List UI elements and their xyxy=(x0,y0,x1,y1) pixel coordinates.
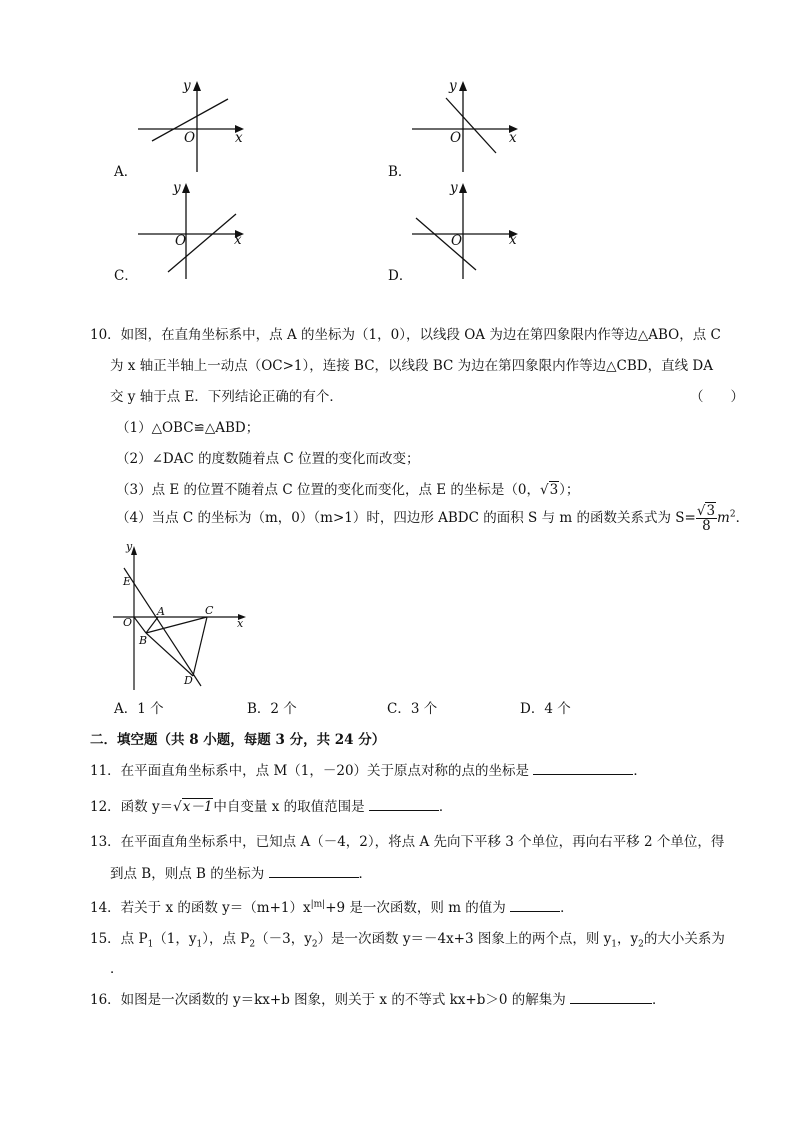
q10-s4-text: （4）当点 C 的坐标为（m，0）（m>1）时，四边形 ABDC 的面积 S 与 m 的函数关系式为 S= xyxy=(116,510,696,526)
graph-d-x-label: x xyxy=(509,232,517,248)
q10-s3-close: ）； xyxy=(559,482,580,498)
q10-choice-a[interactable]: A．1 个 xyxy=(114,701,164,717)
q15-trailing-period: ． xyxy=(110,961,124,977)
q16-period: ． xyxy=(652,992,666,1008)
q14-answer-blank[interactable] xyxy=(510,897,560,912)
graph-d-y-label: y xyxy=(450,180,458,196)
q10-fig-e: E xyxy=(123,575,132,588)
q10-choice-c[interactable]: C．3 个 xyxy=(387,701,438,717)
graph-c-y-label: y xyxy=(173,180,181,196)
section2-heading: 二．填空题（共 8 小题，每题 3 分，共 24 分） xyxy=(90,732,386,748)
q10-s4-m: m xyxy=(717,510,730,526)
q10-s3-radicand: 3 xyxy=(549,482,559,498)
q14-text-b: +9 是一次函数，则 m 的值为 xyxy=(325,900,506,916)
q15 xyxy=(90,927,725,950)
graph-a-x-label: x xyxy=(235,130,243,146)
q12-period: ． xyxy=(438,799,453,815)
graph-b-y-label: y xyxy=(449,78,457,94)
q15-text-d: （－3，y xyxy=(255,931,312,947)
q10-fig-o: O xyxy=(123,616,133,629)
q12-text-b: 中自变量 x 的取值范围是 xyxy=(213,799,365,815)
q10-fig-y: y xyxy=(126,540,133,553)
q14-exp: |m| xyxy=(310,899,326,910)
q15-text-e: ）是一次函数 y＝－4x+3 图象上的两个点，则 y xyxy=(317,931,612,947)
q14-text-a: 14．若关于 x 的函数 y＝（m+1）x xyxy=(90,900,311,916)
graph-a-y-label: y xyxy=(183,78,191,94)
graph-d-origin: O xyxy=(451,233,463,249)
q13-line2 xyxy=(110,862,372,882)
q10-fig-x: x xyxy=(237,617,244,630)
q15-text-c: ），点 P xyxy=(202,931,250,947)
q10-s4-end: ． xyxy=(735,510,750,526)
q10-statement-1: （1）△OBC≌△ABD； xyxy=(116,420,260,436)
q15-text-b: （1，y xyxy=(153,931,197,947)
q13-answer-blank[interactable] xyxy=(269,863,359,878)
graph-d-option-label[interactable]: D． xyxy=(388,268,413,284)
q10-choice-b[interactable]: B．2 个 xyxy=(247,701,297,717)
q10-line3: 交 y 轴于点 E．下列结论正确的有个． xyxy=(110,389,343,405)
q10-s4-exp: 2 xyxy=(729,509,736,520)
q12-answer-blank[interactable] xyxy=(369,796,439,811)
q11-text: 11．在平面直角坐标系中，点 M（1，－20）关于原点对称的点的坐标是 xyxy=(90,763,530,779)
q10-statement-2: （2）∠DAC 的度数随着点 C 位置的变化而改变； xyxy=(116,451,420,467)
q14 xyxy=(90,896,574,916)
graph-b-origin: O xyxy=(450,130,462,146)
q15-sub5: 1 xyxy=(611,939,618,950)
graph-b-x-label: x xyxy=(509,130,517,146)
q12 xyxy=(90,795,452,815)
q10-answer-paren[interactable]: （ ） xyxy=(690,389,744,405)
q10-s4-denominator: 8 xyxy=(702,518,711,534)
q11-answer-blank[interactable] xyxy=(533,760,633,775)
graph-c-x-label: x xyxy=(234,232,242,248)
q15-text-f: ，y xyxy=(617,931,639,947)
q11 xyxy=(90,759,647,779)
q12-sqrt-sign: √ xyxy=(173,799,182,815)
q16-text: 16．如图是一次函数的 y＝kx+b 图象，则关于 x 的不等式 kx+b＞0 的解集为 xyxy=(90,992,566,1008)
q12-text-a: 12．函数 y＝ xyxy=(90,799,174,815)
q10-s3-sqrt-sign: √ xyxy=(539,482,549,498)
q12-radicand: x－1 xyxy=(182,799,213,815)
q10-s3-text: （3）点 E 的位置不随着点 C 位置的变化而变化，点 E 的坐标是（0， xyxy=(116,482,540,498)
q15-sub4: 2 xyxy=(311,939,318,950)
q10-choice-d[interactable]: D．4 个 xyxy=(520,701,571,717)
q15-sub1: 1 xyxy=(147,939,154,950)
q13-period: ． xyxy=(358,866,373,882)
q15-text-g: 的大小关系为 xyxy=(643,931,725,947)
q10-line1: 10．如图，在直角坐标系中，点 A 的坐标为（1，0），以线段 OA 为边在第四象限内作等边△ABO，点 C xyxy=(90,327,721,343)
q15-text-a: 15．点 P xyxy=(90,931,148,947)
q16-answer-blank[interactable] xyxy=(570,989,652,1004)
q11-period: ． xyxy=(633,763,647,779)
q10-s4-numerator: √3 xyxy=(696,503,716,519)
q10-fig-a: A xyxy=(157,605,165,618)
q15-sub2: 1 xyxy=(196,939,203,950)
graph-a-option-label[interactable]: A． xyxy=(114,164,138,180)
q13-line1: 13．在平面直角坐标系中，已知点 A（－4，2），将点 A 先向下平移 3 个单位，再向右平移 2 个单位，得 xyxy=(90,834,725,850)
q14-period: ． xyxy=(560,900,574,916)
q10-s4-num-radicand: 3 xyxy=(706,503,716,519)
q13-text: 到点 B，则点 B 的坐标为 xyxy=(110,866,265,882)
q10-fig-d: D xyxy=(184,674,193,687)
q15-sub6: 2 xyxy=(638,939,644,950)
q16 xyxy=(90,988,666,1008)
q10-fig-c: C xyxy=(205,604,214,617)
graph-b-option-label[interactable]: B． xyxy=(388,164,412,180)
q10-line2: 为 x 轴正半轴上一动点（OC>1），连接 BC，以线段 BC 为边在第四象限内作等边△CBD，直线 DA xyxy=(110,358,713,374)
q15-sub3: 2 xyxy=(249,939,256,950)
graph-a-origin: O xyxy=(184,130,196,146)
graph-c-origin: O xyxy=(175,233,187,249)
q10-fig-b: B xyxy=(139,634,148,647)
graph-c-option-label[interactable]: C． xyxy=(114,268,138,284)
